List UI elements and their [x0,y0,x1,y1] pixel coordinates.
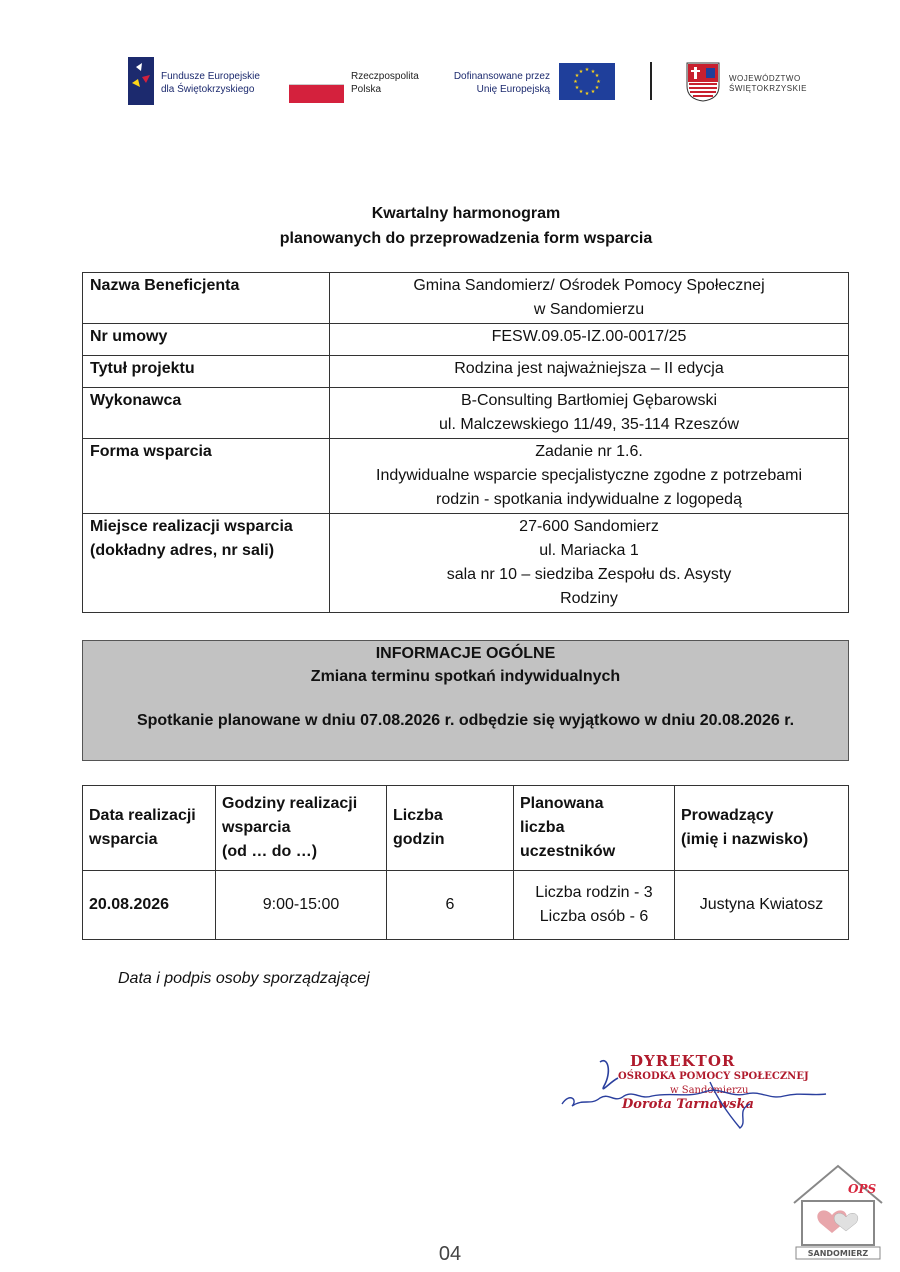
logo-bar [0,52,900,112]
svg-text:★: ★ [594,73,600,79]
general-info-notice [82,640,849,761]
notice-text: Spotkanie planowane w dniu 07.08.2026 r. odbędzie się wyjątkowo w dniu 20.08.2026 r. [136,712,795,729]
label-support-form: Forma wsparcia [83,439,330,514]
label-beneficiary: Nazwa Beneficjenta [83,273,330,324]
eu-flag-icon [559,63,615,100]
label-contract-number: Nr umowy [83,324,330,356]
table-row [83,871,849,940]
label-location: Miejsce realizacji wsparcia (dokładny adres, nr sali) [83,514,330,613]
svg-text:★: ★ [596,79,601,85]
table-row [83,324,849,356]
stamp-line-1: DYREKTOR [630,1052,736,1070]
eu-funding-label: Dofinansowane przez Unię Europejską [453,71,550,95]
value-location: 27-600 Sandomierz ul. Mariacka 1 sala nr 10 – siedziba Zespołu ds. Asysty Rodziny [330,514,849,613]
table-row [83,388,849,439]
title-line-2: planowanych do przeprowadzenia form wsparcia [279,230,653,247]
fundusze-europejskie-label: Fundusze Europejskie dla Świętokrzyskiego [161,71,260,95]
cell-leader: Justyna Kwiatosz [675,871,849,940]
header-hours: Godziny realizacji wsparcia (od … do …) [216,786,387,871]
stamp-line-2: OŚRODKA POMOCY SPOŁECZNEJ [618,1071,809,1082]
table-row [83,439,849,514]
rzeczpospolita-label: Rzeczpospolita Polska [351,71,419,95]
title-line-1: Kwartalny harmonogram [371,205,561,222]
value-contractor: B-Consulting Bartłomiej Gębarowski ul. Malczewskiego 11/49, 35-114 Rzeszów [330,388,849,439]
label-contractor: Wykonawca [83,388,330,439]
cell-participants: Liczba rodzin - 3 Liczba osób - 6 [514,871,675,940]
value-support-form: Zadanie nr 1.6. Indywidualne wsparcie specjalistyczne zgodne z potrzebami rodzin - spotkania indywidualne z logopedą [330,439,849,514]
ops-logo-top-text: OPS [848,1182,877,1196]
wojewodztwo-coat-of-arms-icon [686,62,720,102]
value-project-title: Rodzina jest najważniejsza – II edycja [330,356,849,388]
schedule-table [82,785,849,940]
director-stamp [560,1052,830,1132]
header-date: Data realizacji wsparcia [83,786,216,871]
svg-text:★: ★ [584,67,590,73]
svg-text:★: ★ [578,69,584,75]
value-contract-number: FESW.09.05-IZ.00-0017/25 [330,324,849,356]
handwritten-signature-icon [560,1052,830,1132]
notice-heading: INFORMACJE OGÓLNE [375,645,556,662]
notice-subheading: Zmiana terminu spotkań indywidualnych [310,668,621,685]
cell-date: 20.08.2026 [83,871,216,940]
logo-divider [650,62,652,100]
polish-flag-icon [289,84,344,103]
table-row [83,273,849,324]
header-hour-count: Liczba godzin [387,786,514,871]
stamp-line-4: Dorota Tarnawska [622,1097,754,1112]
table-row [83,356,849,388]
value-beneficiary: Gmina Sandomierz/ Ośrodek Pomocy Społecznej w Sandomierzu [330,273,849,324]
label-project-title: Tytuł projektu [83,356,330,388]
svg-text:★: ★ [590,89,596,95]
project-info-table [82,272,849,613]
document-title [0,201,900,251]
table-row [83,514,849,613]
svg-text:★: ★ [573,79,578,85]
fundusze-europejskie-logo-icon [128,57,154,105]
table-header-row [83,786,849,871]
stamp-line-3: w Sandomierzu [670,1085,749,1096]
svg-text:★: ★ [574,85,580,91]
ops-logo-bottom-text: SANDOMIERZ [807,1249,869,1258]
header-participants: Planowana liczba uczestników [514,786,675,871]
svg-text:★: ★ [578,89,584,95]
header-leader: Prowadzący (imię i nazwisko) [675,786,849,871]
page-number: 04 [438,1243,462,1265]
svg-text:★: ★ [574,73,580,79]
svg-text:★: ★ [584,91,590,97]
signature-label: Data i podpis osoby sporządzającej [118,970,370,987]
cell-hours: 9:00-15:00 [216,871,387,940]
wojewodztwo-label: WOJEWÓDZTWO ŚWIĘTOKRZYSKIE [729,74,807,93]
cell-hour-count: 6 [387,871,514,940]
svg-text:★: ★ [594,85,600,91]
svg-text:★: ★ [590,69,596,75]
